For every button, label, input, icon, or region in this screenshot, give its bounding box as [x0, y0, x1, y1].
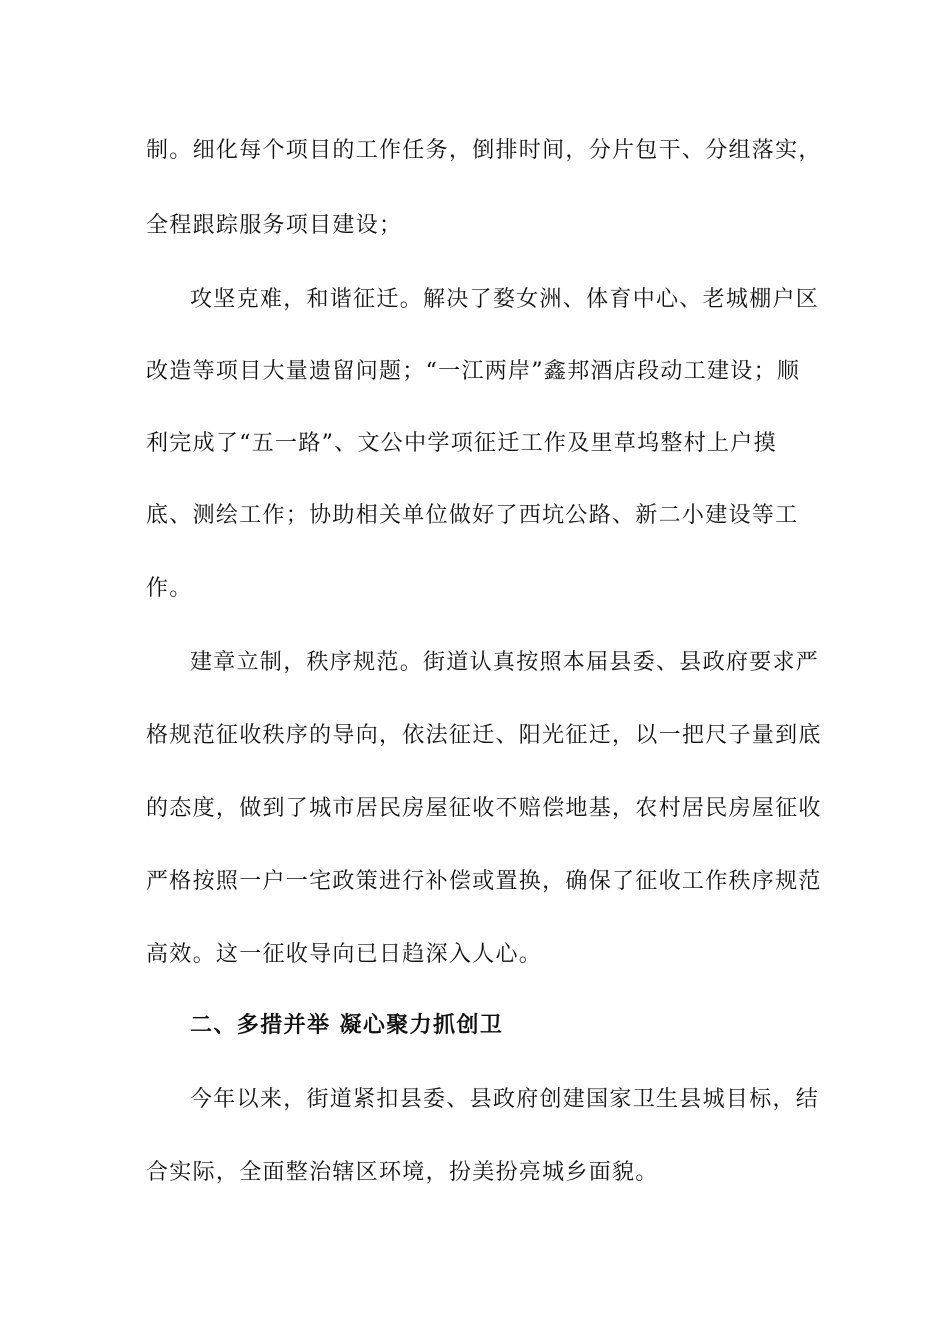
section-heading: 二、多措并举 凝心聚力抓创卫: [190, 1013, 504, 1038]
paragraph-first-line: 建章立制，秩序规范。街道认真按照本届县委、县政府要求严: [190, 650, 820, 675]
paragraph-line: 的态度，做到了城市居民房屋征收不赔偿地基，农村居民房屋征收: [146, 796, 822, 821]
paragraph-line: 利完成了“五一路”、文公中学项征迁工作及里草坞整村上户摸: [146, 431, 777, 456]
paragraph-line: 作。: [146, 576, 193, 601]
paragraph-line: 改造等项目大量遗留问题；“一江两岸”鑫邦酒店段动工建设；顺: [146, 359, 801, 384]
paragraph-first-line: 今年以来，街道紧扣县委、县政府创建国家卫生县城目标，结: [190, 1087, 820, 1112]
paragraph-line: 高效。这一征收导向已日趋深入人心。: [146, 942, 543, 967]
paragraph-first-line: 攻坚克难，和谐征迁。解决了婺女洲、体育中心、老城棚户区: [190, 287, 820, 312]
paragraph-line: 全程跟踪服务项目建设；: [146, 213, 403, 238]
paragraph-line: 严格按照一户一宅政策进行补偿或置换，确保了征收工作秩序规范: [146, 869, 822, 894]
paragraph-line: 合实际，全面整治辖区环境，扮美扮亮城乡面貌。: [146, 1160, 659, 1185]
paragraph-line: 底、测绘工作；协助相关单位做好了西坑公路、新二小建设等工: [146, 503, 799, 528]
paragraph-line: 制。细化每个项目的工作任务，倒排时间，分片包干、分组落实，: [146, 138, 822, 163]
paragraph-line: 格规范征收秩序的导向，依法征迁、阳光征迁，以一把尺子量到底: [146, 723, 822, 748]
